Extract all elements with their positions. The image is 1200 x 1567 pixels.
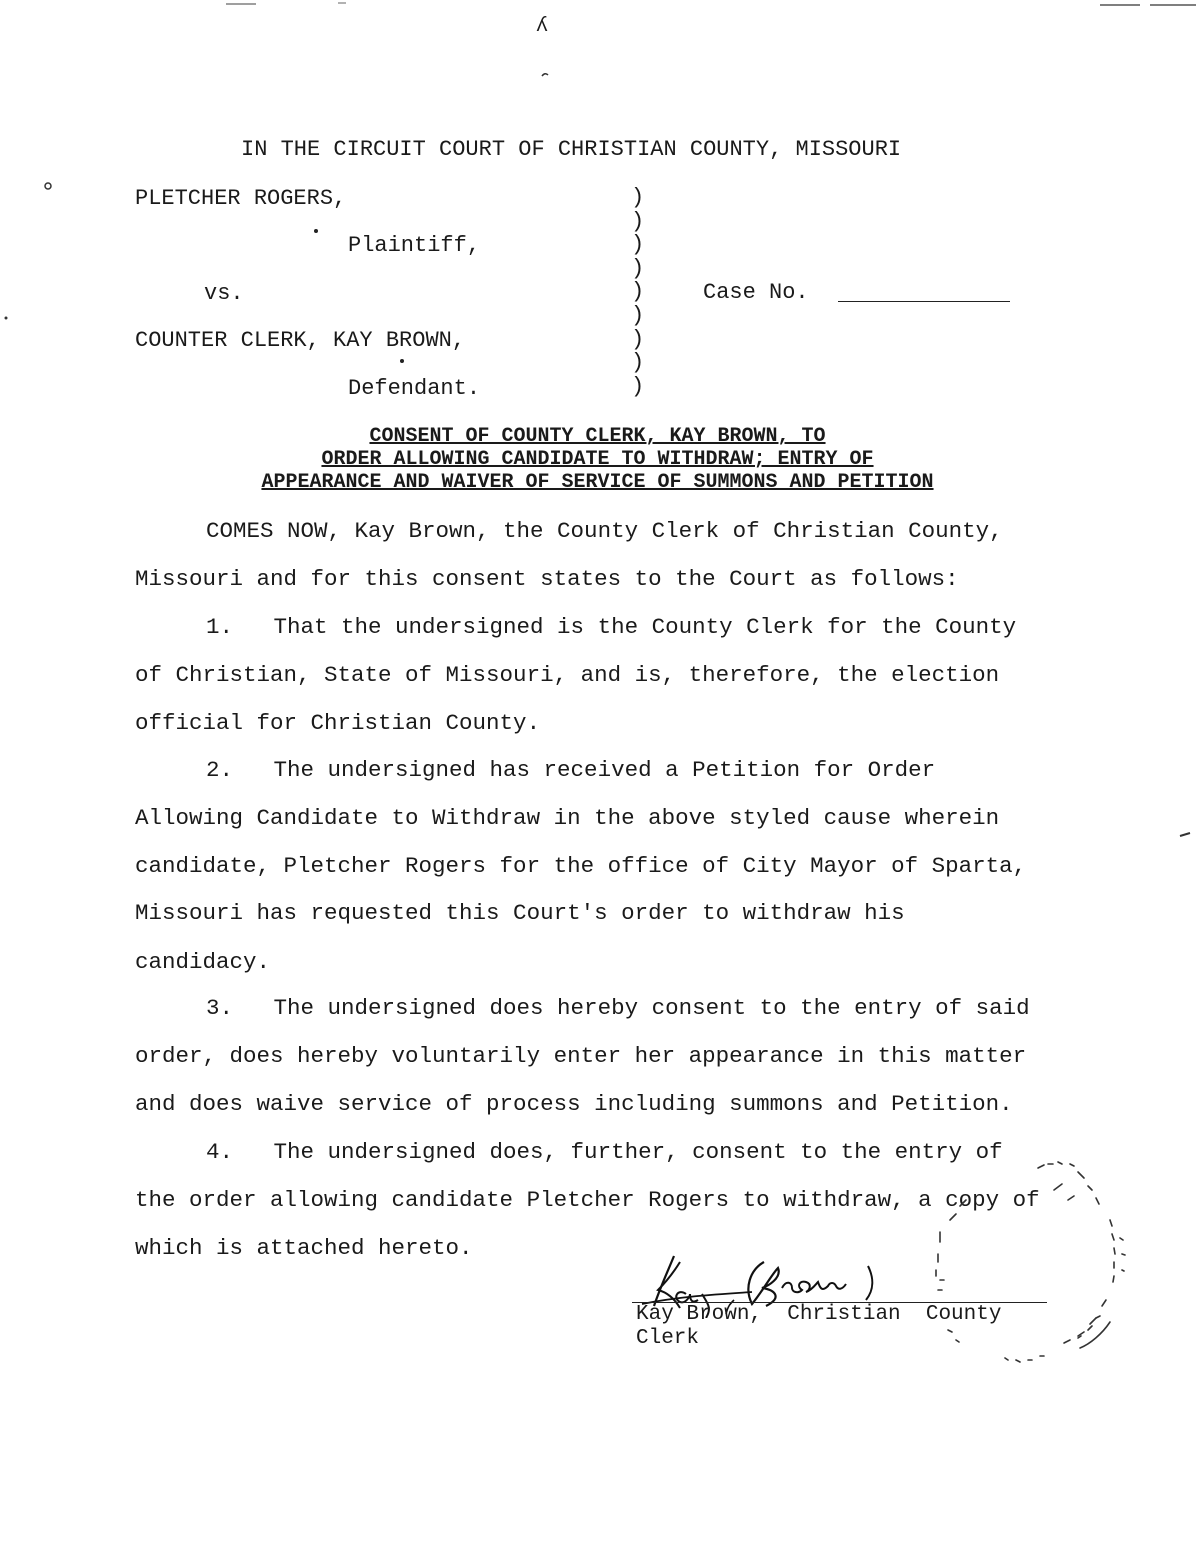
versus-label: vs. <box>204 281 244 306</box>
body-line: Missouri has requested this Court's order to withdraw his <box>135 900 905 926</box>
body-line: order, does hereby voluntarily enter her appearance in this matter <box>135 1043 1027 1069</box>
signer-title: Kay Brown, Christian County <box>636 1303 1002 1326</box>
body-line: 3. The undersigned does hereby consent to the entry of said <box>206 995 1030 1021</box>
court-title: IN THE CIRCUIT COURT OF CHRISTIAN COUNTY, MISSOURI <box>241 137 902 162</box>
embossed-seal <box>920 1150 1150 1390</box>
margin-mark: ʎ <box>536 15 549 38</box>
body-line: 2. The undersigned has received a Petition for Order <box>206 757 936 783</box>
heading-line: APPEARANCE AND WAIVER OF SERVICE OF SUMMONS AND PETITION <box>261 471 934 494</box>
plaintiff-label: Plaintiff, <box>348 233 481 258</box>
plaintiff-name: PLETCHER ROGERS, <box>135 186 347 211</box>
heading-line: CONSENT OF COUNTY CLERK, KAY BROWN, TO <box>369 425 826 448</box>
body-line: 1. That the undersigned is the County Clerk for the County <box>206 614 1017 640</box>
case-number-label: Case No. <box>703 280 809 305</box>
caption-parentheses: ) ) ) ) ) ) ) ) ) <box>631 185 645 399</box>
body-line: the order allowing candidate Pletcher Rogers to withdraw, a copy of <box>135 1187 1040 1213</box>
heading-line: ORDER ALLOWING CANDIDATE TO WITHDRAW; ENTRY OF <box>321 448 874 471</box>
body-line: candidacy. <box>135 949 271 975</box>
body-line: 4. The undersigned does, further, consent to the entry of <box>206 1139 1003 1165</box>
signer-title-cont: Clerk <box>636 1327 700 1350</box>
case-number-blank <box>838 301 1010 302</box>
body-line: of Christian, State of Missouri, and is, therefore, the election <box>135 662 1000 688</box>
body-line: candidate, Pletcher Rogers for the office of City Mayor of Sparta, <box>135 853 1027 879</box>
defendant-name: COUNTER CLERK, KAY BROWN, <box>135 328 466 353</box>
body-line: which is attached hereto. <box>135 1235 473 1261</box>
defendant-label: Defendant. <box>348 376 481 401</box>
document-heading <box>150 425 1045 494</box>
body-line: official for Christian County. <box>135 710 541 736</box>
body-line: and does waive service of process including summons and Petition. <box>135 1091 1013 1117</box>
body-line: COMES NOW, Kay Brown, the County Clerk of Christian County, <box>206 518 1003 544</box>
body-line: Allowing Candidate to Withdraw in the above styled cause wherein <box>135 805 1000 831</box>
body-line: Missouri and for this consent states to the Court as follows: <box>135 566 959 592</box>
